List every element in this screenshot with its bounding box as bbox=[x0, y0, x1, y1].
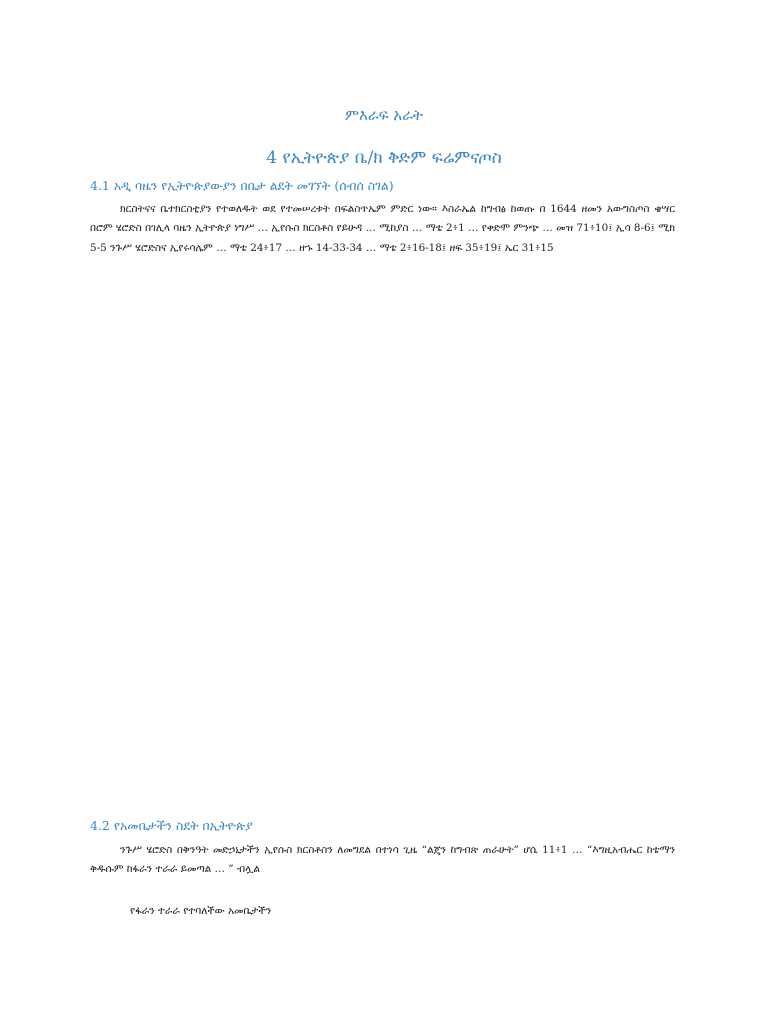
section-heading-4-1: 4.1 አዲ ባዜን የኢትዮጵያውያን በቤታ ልደት መገኘት (ሰብሰ ስገል) bbox=[90, 178, 394, 193]
chapter-title: 4 የኢትዮጵያ ቤ/ክ ቅድም ፍሬምናጦስ bbox=[266, 148, 502, 168]
chapter-label: ምእራፍ አራት bbox=[344, 106, 424, 124]
section-4-1-paragraph: ክርስትናና ቤተክርስቲያን የተወለዱት ወደ የተመሠረቱት በፍልስጥኤም ምድር ነው። እስራኤል ከግብፅ ከወጡ በ 1644 ዘመን አውግስጦስ ቄሣር በሮም ሄሮድስ በገሊላ ባዜን ኢትዮጵያ ነግሥ … ኢየሱስ ክርስቶስ የይሁዳ … ሚከያስ … ማቴ 2፥1 … የቀድሞ ምንጭ … መዝ 71፥10፤ ኢሳ 8-6፤ ሚክ 5-5 ንጉሥ ሄሮድስና ኢየሩሳሌም … ማቴ 24፥17 … ዘኁ 14-33-34 … ማቴ 2፥16-18፤ ዘፍ 35፥19፤ ኤር 31፥15 bbox=[90, 203, 675, 254]
section-4-2-paragraph: ንጉሥ ሄሮድስ በቅንዓት መድኃኒታችን ኢየሱስ ክርስቶስን ለመግደል በተነሳ ጊዜ “ልጄን ከግብጽ ጠራሁት” ሆሴ 11፥1 … “እግዚአብሔር ከቴማን ቅዱሱም ከፋራን ተራራ ይመጣል … ” ብሏል bbox=[90, 844, 675, 876]
sub-caption: የፋራን ተራራ የተባለችው አመቤታችን bbox=[130, 905, 272, 917]
section-heading-4-2: 4.2 የአመቤታችን ስደት በኢትዮጵያ bbox=[90, 818, 253, 833]
